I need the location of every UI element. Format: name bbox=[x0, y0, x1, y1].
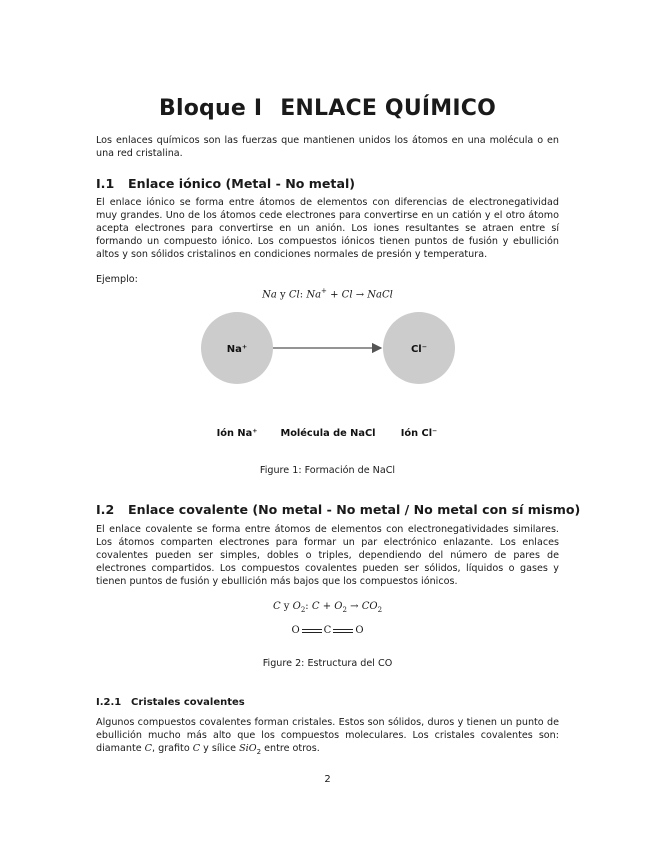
covalent-equation bbox=[0, 601, 655, 614]
sub-body-part-3: y sílice bbox=[200, 743, 240, 755]
eq2-product-sub: 2 bbox=[377, 606, 383, 614]
section-1-number: I.1 bbox=[96, 176, 115, 191]
double-bond-2 bbox=[333, 629, 353, 633]
section-2-body: El enlace covalente se forma entre átomos de elementos con electronegatividades similares. Los átomos comparten electrones para formar un par electrónico enlazante. Los enlaces covalentes pueden ser simples, dobles o triples, dependiendo del número de pares de electrones compartidos. Los compuestos covalentes pueden ser sólidos, líquidos o gases y tienen puntos de fusión y ebullición más bajos que los compuestos iónicos. bbox=[96, 524, 559, 588]
eq2-product: CO bbox=[361, 601, 378, 612]
eq2-arrow: → bbox=[350, 601, 359, 612]
eq2-c: C bbox=[272, 601, 281, 612]
sub-body-part-2: , grafito bbox=[152, 743, 193, 755]
eq2-sep: : bbox=[305, 601, 309, 612]
page-number: 2 bbox=[324, 774, 331, 785]
page-title bbox=[0, 96, 655, 121]
ionic-equation bbox=[0, 287, 655, 300]
eq2-r2-sub: 2 bbox=[342, 606, 347, 614]
example-label: Ejemplo: bbox=[96, 274, 138, 285]
subsection-body bbox=[96, 716, 559, 759]
subsection-number: I.2.1 bbox=[96, 697, 122, 708]
section-2-heading bbox=[96, 502, 580, 517]
figure-2-caption: Figure 2: Estructura del CO bbox=[262, 658, 393, 669]
na-node-label: Na⁺ bbox=[226, 344, 248, 355]
eq-sep: : bbox=[299, 289, 304, 301]
var-grafito: C bbox=[192, 743, 201, 755]
structure-atom-o1: O bbox=[291, 625, 300, 636]
var-silice: SiO bbox=[239, 743, 257, 755]
figure-label-na: Ión Na⁺ bbox=[216, 428, 258, 439]
figure-label-cl: Ión Cl⁻ bbox=[400, 428, 438, 439]
eq2-conj: y bbox=[283, 601, 290, 612]
title-number: Bloque I bbox=[159, 96, 263, 121]
co2-structure bbox=[0, 625, 655, 636]
eq2-o-sub: 2 bbox=[300, 606, 306, 614]
eq-plus: + bbox=[330, 289, 339, 301]
section-2-title: Enlace covalente (No metal - No metal / No metal con sí mismo) bbox=[128, 502, 581, 517]
eq2-r1: C bbox=[311, 601, 320, 612]
section-1-title: Enlace iónico (Metal - No metal) bbox=[128, 176, 356, 191]
structure-atom-o2: O bbox=[355, 625, 364, 636]
cl-node-label: Cl⁻ bbox=[410, 344, 428, 355]
eq2-plus: + bbox=[322, 601, 332, 612]
section-2-number: I.2 bbox=[96, 502, 115, 517]
nacl-figure bbox=[0, 300, 655, 450]
eq-na: Na bbox=[262, 289, 277, 301]
figure-label-molecule: Molécula de NaCl bbox=[280, 428, 376, 439]
sub-body-part-4: entre otros. bbox=[261, 743, 320, 755]
structure-atom-c: C bbox=[323, 625, 332, 636]
section-1-body: El enlace iónico se forma entre átomos de elementos con diferencias de electronegatividad muy grandes. Uno de los átomos cede electrones para convertirse en un catión y el otro átomo acepta electrones para convertirse en un anión. Los iones resultantes se atraen entre sí formando un compuesto iónico. Los compuestos iónicos tienen puntos de fusión y ebullición altos y son sólidos cristalinos en condiciones normales de presión y temperatura. bbox=[96, 197, 559, 261]
intro-paragraph: Los enlaces químicos son las fuerzas que mantienen unidos los átomos en una molécula o en una red cristalina. bbox=[96, 135, 559, 160]
subsection-title: Cristales covalentes bbox=[131, 697, 245, 708]
eq2-r2: O bbox=[334, 601, 343, 612]
eq2-o: O bbox=[292, 601, 301, 612]
sub-body-part-1: Algunos compuestos covalentes forman cristales. Estos son sólidos, duros y tienen un punto de ebullición mucho más alto que los compuestos moleculares. Los cristales covalentes son: diamante bbox=[96, 717, 559, 755]
eq-arrow: → bbox=[355, 289, 365, 301]
section-1-heading bbox=[96, 176, 355, 191]
eq-conj: y bbox=[280, 289, 286, 301]
var-diamante: C bbox=[144, 743, 152, 755]
eq-ion-cl: Cl bbox=[341, 289, 353, 301]
var-silice-sub: 2 bbox=[256, 748, 262, 757]
eq-ion-na: Na bbox=[306, 289, 322, 301]
subsection-heading bbox=[96, 697, 245, 708]
figure-1-caption: Figure 1: Formación de NaCl bbox=[259, 465, 396, 476]
eq-ion-charge: + bbox=[321, 287, 327, 295]
eq-cl: Cl bbox=[288, 289, 300, 301]
eq-product: NaCl bbox=[367, 289, 393, 301]
double-bond-1 bbox=[302, 629, 322, 633]
title-text: ENLACE QUÍMICO bbox=[280, 96, 496, 121]
